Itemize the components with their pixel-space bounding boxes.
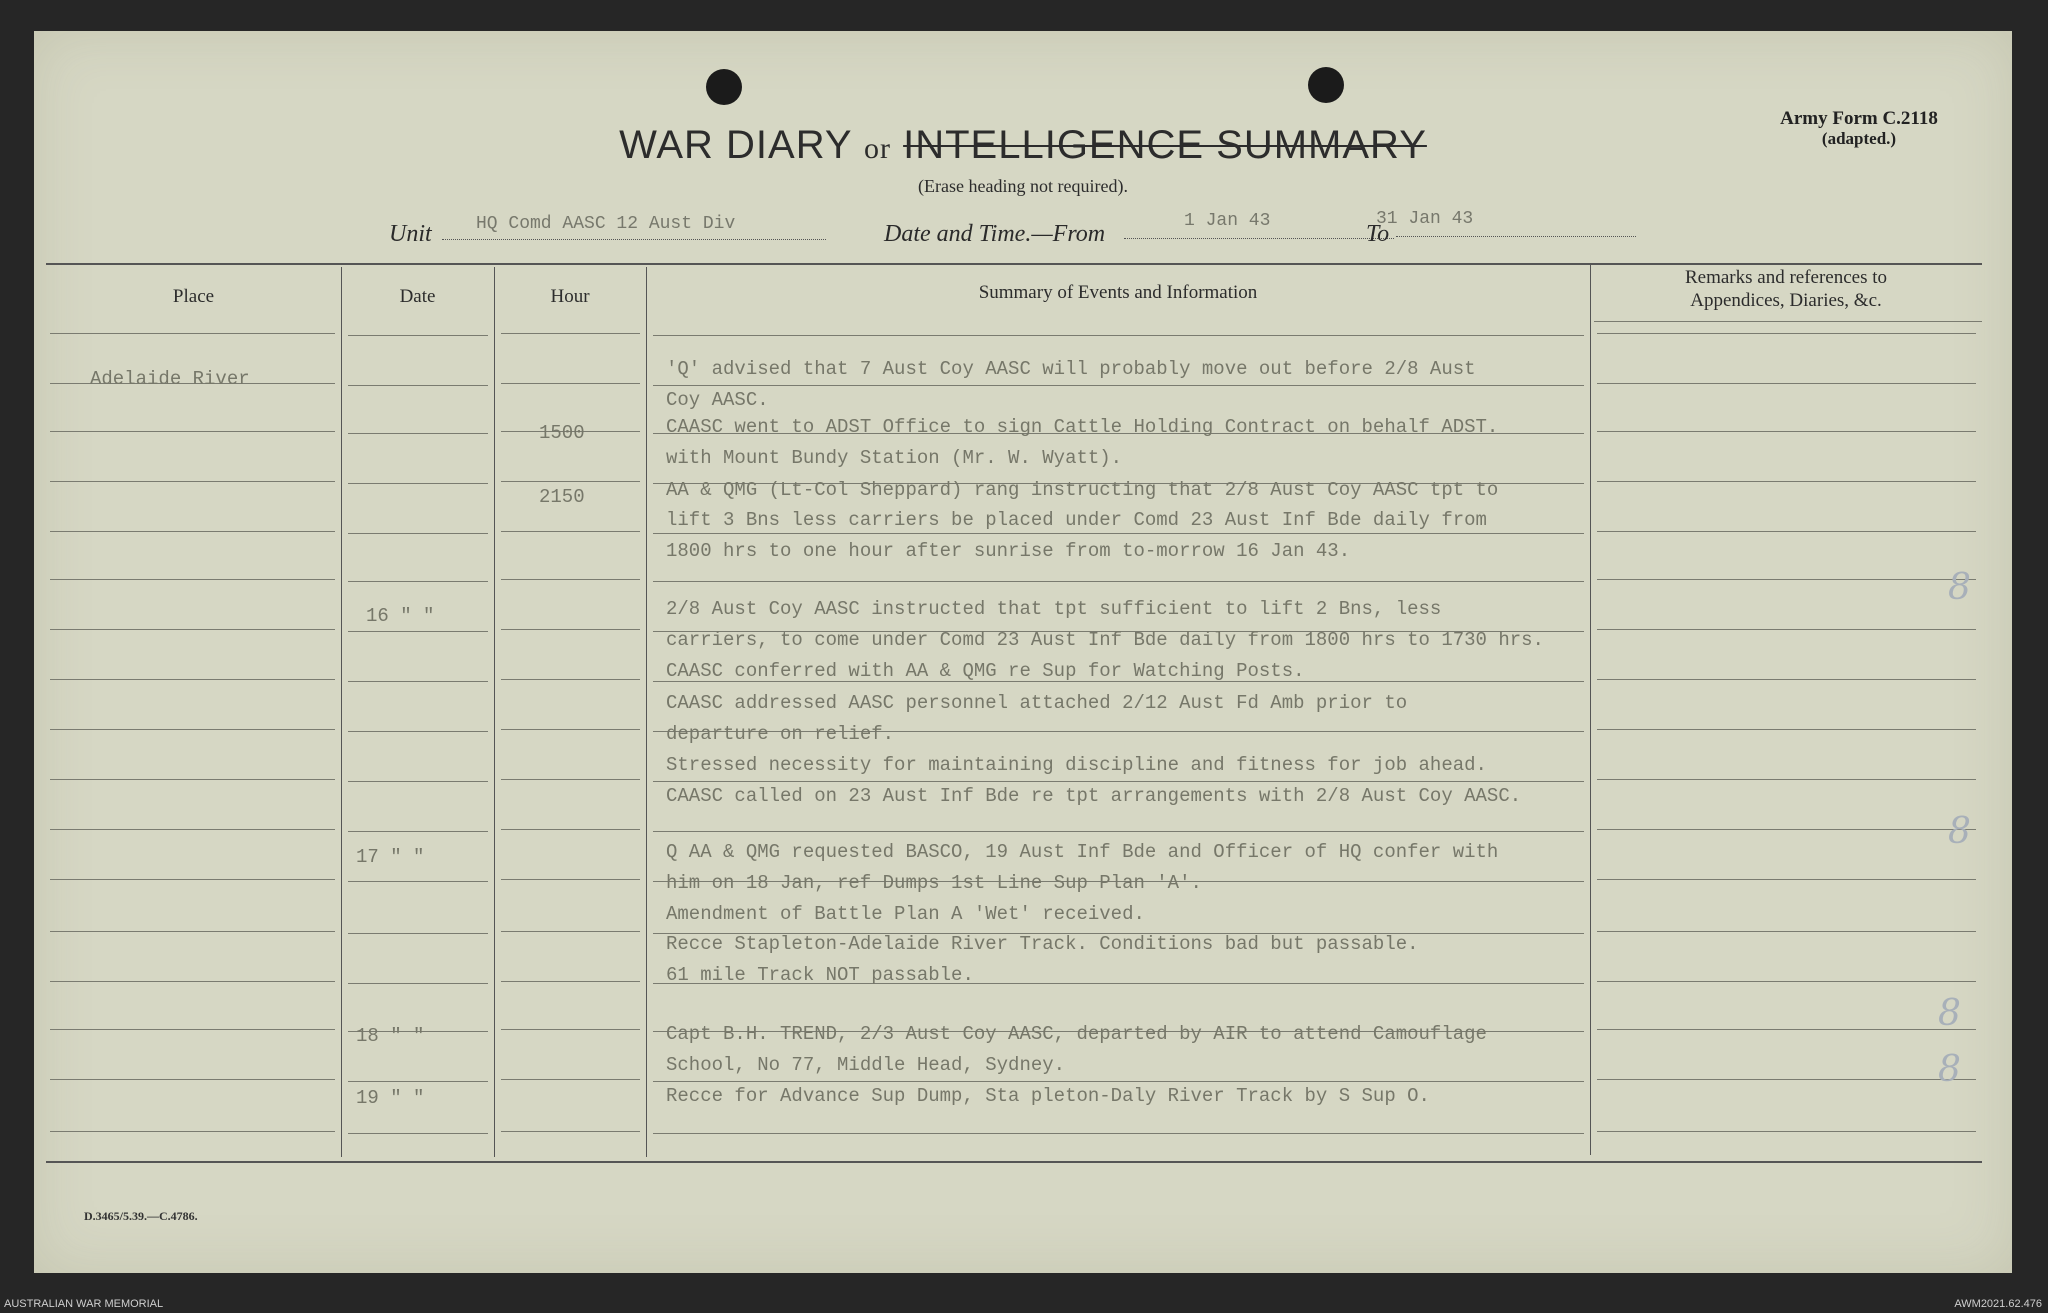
summary-line: Capt B.H. TREND, 2/3 Aust Coy AASC, departed by AIR to attend Camouflage <box>666 1023 1487 1045</box>
diary-sheet <box>34 31 2012 1273</box>
entry-date-19: 19 " " <box>356 1087 425 1109</box>
to-label: To <box>1366 221 1390 247</box>
ruled-line <box>1597 1131 1976 1132</box>
ruled-line <box>1597 481 1976 482</box>
ruled-line <box>501 779 640 780</box>
ruled-line <box>1597 931 1976 932</box>
ruled-line <box>50 629 335 630</box>
ruled-line <box>348 483 488 484</box>
summary-line: Stressed necessity for maintaining discipline and fitness for job ahead. <box>666 754 1487 776</box>
ruled-line <box>50 333 335 334</box>
ruled-line <box>1597 1029 1976 1030</box>
summary-line: lift 3 Bns less carriers be placed under Comd 23 Aust Inf Bde daily from <box>666 509 1487 531</box>
ruled-line <box>348 983 488 984</box>
ruled-line <box>501 629 640 630</box>
title-or: or <box>863 132 891 165</box>
ruled-line <box>50 679 335 680</box>
column-hour: Hour <box>550 286 590 307</box>
ruled-line <box>1597 981 1976 982</box>
ruled-line <box>348 385 488 386</box>
summary-line: carriers, to come under Comd 23 Aust Inf Bde daily from 1800 hrs to 1730 hrs. <box>666 629 1544 651</box>
ruled-line <box>348 731 488 732</box>
ruled-line <box>501 981 640 982</box>
ruled-line <box>348 335 488 336</box>
summary-line: CAASC went to ADST Office to sign Cattle Holding Contract on behalf ADST. <box>666 416 1499 438</box>
remark-mark: 8 <box>1938 1049 1961 1090</box>
column-date: Date <box>399 286 436 307</box>
summary-line: departure on relief. <box>666 723 895 745</box>
ruled-line <box>501 333 640 334</box>
ruled-line <box>50 531 335 532</box>
summary-line: Recce Stapleton-Adelaide River Track. Conditions bad but passable. <box>666 933 1419 955</box>
summary-line: 1800 hrs to one hour after sunrise from to-morrow 16 Jan 43. <box>666 540 1351 562</box>
ruled-line <box>50 779 335 780</box>
form-adapted-label: (adapted.) <box>1821 129 1897 148</box>
ruled-line <box>348 433 488 434</box>
ruled-line <box>1597 333 1976 334</box>
ruled-line <box>50 1029 335 1030</box>
punch-hole-right <box>1308 67 1344 103</box>
entry-place: Adelaide River <box>90 368 250 390</box>
summary-line: School, No 77, Middle Head, Sydney. <box>666 1054 1066 1076</box>
summary-line: with Mount Bundy Station (Mr. W. Wyatt). <box>666 447 1123 469</box>
summary-line: CAASC addressed AASC personnel attached 2/12 Aust Fd Amb prior to <box>666 692 1408 714</box>
form-number-label: Army Form C.2118 <box>1780 108 1938 129</box>
column-remarks-line2: Appendices, Diaries, &c. <box>1690 290 1882 311</box>
ruled-line <box>348 1133 488 1134</box>
ruled-line <box>501 729 640 730</box>
ruled-line <box>1597 579 1976 580</box>
ruled-line <box>501 1131 640 1132</box>
print-code: D.3465/5.39.—C.4786. <box>84 1209 198 1223</box>
column-place: Place <box>172 286 215 307</box>
ruled-line <box>501 383 640 384</box>
ruled-line <box>1597 1079 1976 1080</box>
from-value: 1 Jan 43 <box>1184 211 1271 231</box>
remark-mark: 8 <box>1948 567 1971 608</box>
ruled-line <box>501 531 640 532</box>
title-war-diary: WAR DIARY <box>619 123 852 167</box>
ruled-line <box>1597 531 1976 532</box>
summary-line: 61 mile Track NOT passable. <box>666 964 974 986</box>
form-number <box>1754 109 1964 149</box>
ruled-line <box>653 831 1584 832</box>
ruled-line <box>1597 629 1976 630</box>
ruled-line <box>1597 729 1976 730</box>
remark-mark: 8 <box>1938 993 1961 1034</box>
summary-line: 2/8 Aust Coy AASC instructed that tpt sufficient to lift 2 Bns, less <box>666 598 1442 620</box>
ruled-line <box>348 631 488 632</box>
ruled-line <box>1597 383 1976 384</box>
column-remarks-line1: Remarks and references to <box>1684 267 1888 288</box>
date-time-label: Date and Time.—From <box>884 221 1106 247</box>
ruled-line <box>50 579 335 580</box>
ruled-line <box>50 981 335 982</box>
ruled-line <box>653 781 1584 782</box>
ruled-line <box>653 385 1584 386</box>
ruled-line <box>653 1133 1584 1134</box>
ruled-line <box>501 679 640 680</box>
ruled-line <box>50 431 335 432</box>
ruled-line <box>653 533 1584 534</box>
ruled-line <box>348 881 488 882</box>
ruled-line <box>50 1131 335 1132</box>
ruled-line <box>501 1029 640 1030</box>
summary-line: Q AA & QMG requested BASCO, 19 Aust Inf Bde and Officer of HQ confer with <box>666 841 1499 863</box>
unit-value: HQ Comd AASC 12 Aust Div <box>476 214 736 234</box>
to-value: 31 Jan 43 <box>1376 209 1474 229</box>
ruled-line <box>1597 779 1976 780</box>
summary-line: CAASC conferred with AA & QMG re Sup for Watching Posts. <box>666 660 1305 682</box>
entry-date-18: 18 " " <box>356 1025 425 1047</box>
ruled-line <box>1597 679 1976 680</box>
ruled-line <box>653 581 1584 582</box>
ruled-line <box>348 933 488 934</box>
ruled-line <box>501 931 640 932</box>
summary-line: AA & QMG (Lt-Col Sheppard) rang instructing that 2/8 Aust Coy AASC tpt to <box>666 479 1499 501</box>
summary-line: Coy AASC. <box>666 389 769 411</box>
ruled-line <box>653 335 1584 336</box>
ruled-line <box>1597 829 1976 830</box>
page-title <box>34 123 2012 168</box>
subtitle: (Erase heading not required). <box>918 176 1128 196</box>
entry-hour-1500: 1500 <box>539 422 585 444</box>
ruled-line <box>1597 431 1976 432</box>
ruled-line <box>501 1079 640 1080</box>
entry-date-16: 16 " " <box>366 605 435 627</box>
ruled-line <box>348 1081 488 1082</box>
summary-line: him on 18 Jan, ref Dumps 1st Line Sup Plan 'A'. <box>666 872 1202 894</box>
summary-line: CAASC called on 23 Aust Inf Bde re tpt arrangements with 2/8 Aust Coy AASC. <box>666 785 1522 807</box>
ruled-line <box>50 481 335 482</box>
punch-hole-left <box>706 69 742 105</box>
column-summary: Summary of Events and Information <box>978 282 1258 303</box>
ruled-line <box>50 829 335 830</box>
ruled-line <box>50 729 335 730</box>
footer-left: AUSTRALIAN WAR MEMORIAL <box>4 1298 164 1310</box>
header-underline <box>1594 321 1982 322</box>
ruled-line <box>50 931 335 932</box>
ruled-line <box>348 831 488 832</box>
summary-line: Recce for Advance Sup Dump, Sta pleton-Daly River Track by S Sup O. <box>666 1085 1430 1107</box>
ruled-line <box>501 829 640 830</box>
ruled-line <box>348 581 488 582</box>
ruled-line <box>1597 879 1976 880</box>
column-remarks <box>1590 266 1982 312</box>
remark-mark: 8 <box>1948 811 1971 852</box>
summary-line: Amendment of Battle Plan A 'Wet' received. <box>666 903 1145 925</box>
ruled-line <box>501 481 640 482</box>
ruled-line <box>653 1081 1584 1082</box>
title-intelligence-summary: INTELLIGENCE SUMMARY <box>903 123 1427 167</box>
entry-date-17: 17 " " <box>356 846 425 868</box>
ruled-line <box>501 579 640 580</box>
unit-label: Unit <box>389 221 432 247</box>
ruled-line <box>348 681 488 682</box>
footer-right: AWM2021.62.476 <box>1954 1298 2042 1310</box>
ruled-line <box>50 1079 335 1080</box>
entry-hour-2150: 2150 <box>539 486 585 508</box>
summary-line: 'Q' advised that 7 Aust Coy AASC will probably move out before 2/8 Aust <box>666 358 1476 380</box>
ruled-line <box>348 533 488 534</box>
ruled-line <box>501 879 640 880</box>
ruled-line <box>348 781 488 782</box>
ruled-line <box>50 879 335 880</box>
